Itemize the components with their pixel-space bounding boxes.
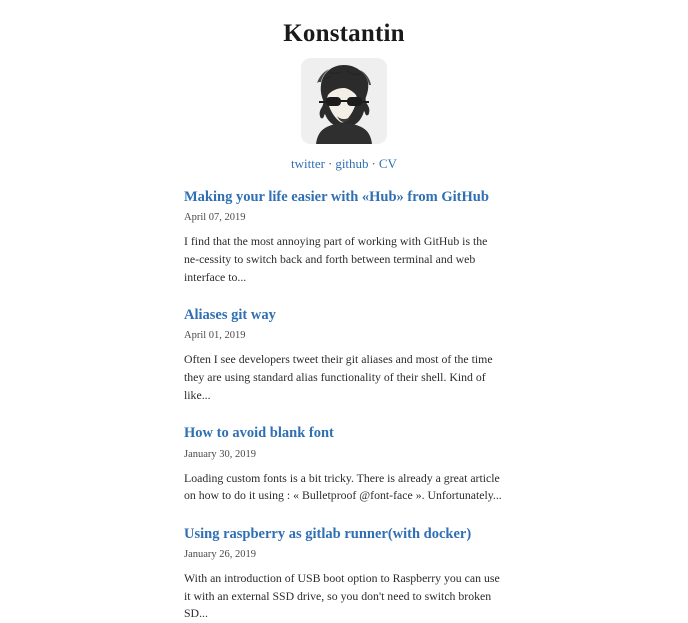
- social-link-github[interactable]: github: [335, 156, 369, 171]
- post-title-link[interactable]: Using raspberry as gitlab runner(with docker): [184, 525, 472, 542]
- list-item: [184, 424, 504, 505]
- post-title-link[interactable]: Making your life easier with «Hub» from GitHub: [184, 189, 489, 205]
- post-date: April 01, 2019: [184, 330, 246, 342]
- post-excerpt: Often I see developers tweet their git aliases and most of the time they are using standard alias functionality of their shell. Kind of like...: [184, 352, 493, 402]
- post-list: [184, 188, 504, 623]
- list-item: [184, 306, 504, 404]
- list-item: [184, 525, 504, 623]
- avatar-wrapper: [0, 58, 688, 144]
- post-excerpt: I find that the most annoying part of working with GitHub is the ne-cessity to switch back and forth between terminal and web interface to...: [184, 234, 488, 284]
- social-links: [0, 156, 688, 172]
- social-link-twitter[interactable]: twitter: [291, 156, 325, 171]
- page-container: [0, 20, 688, 623]
- post-excerpt: Loading custom fonts is a bit tricky. There is already a great article on how to do it using : « Bulletproof @font-face ». Unfortunately...: [184, 470, 502, 503]
- post-title-link[interactable]: How to avoid blank font: [184, 425, 334, 442]
- social-separator-1: ·: [327, 156, 333, 171]
- page-title: Konstantin: [283, 20, 405, 47]
- social-separator-2: ·: [371, 156, 376, 171]
- post-date: April 07, 2019: [184, 212, 246, 224]
- social-link-cv[interactable]: CV: [378, 156, 397, 171]
- avatar: [301, 58, 387, 144]
- list-item: [184, 188, 504, 286]
- post-date: January 26, 2019: [184, 549, 257, 560]
- post-excerpt: With an introduction of USB boot option to Raspberry you can use it with an external SSD drive, so you don't need to switch broken SD...: [184, 571, 500, 621]
- post-title-link[interactable]: Aliases git way: [184, 307, 276, 324]
- post-date: January 30, 2019: [184, 448, 257, 460]
